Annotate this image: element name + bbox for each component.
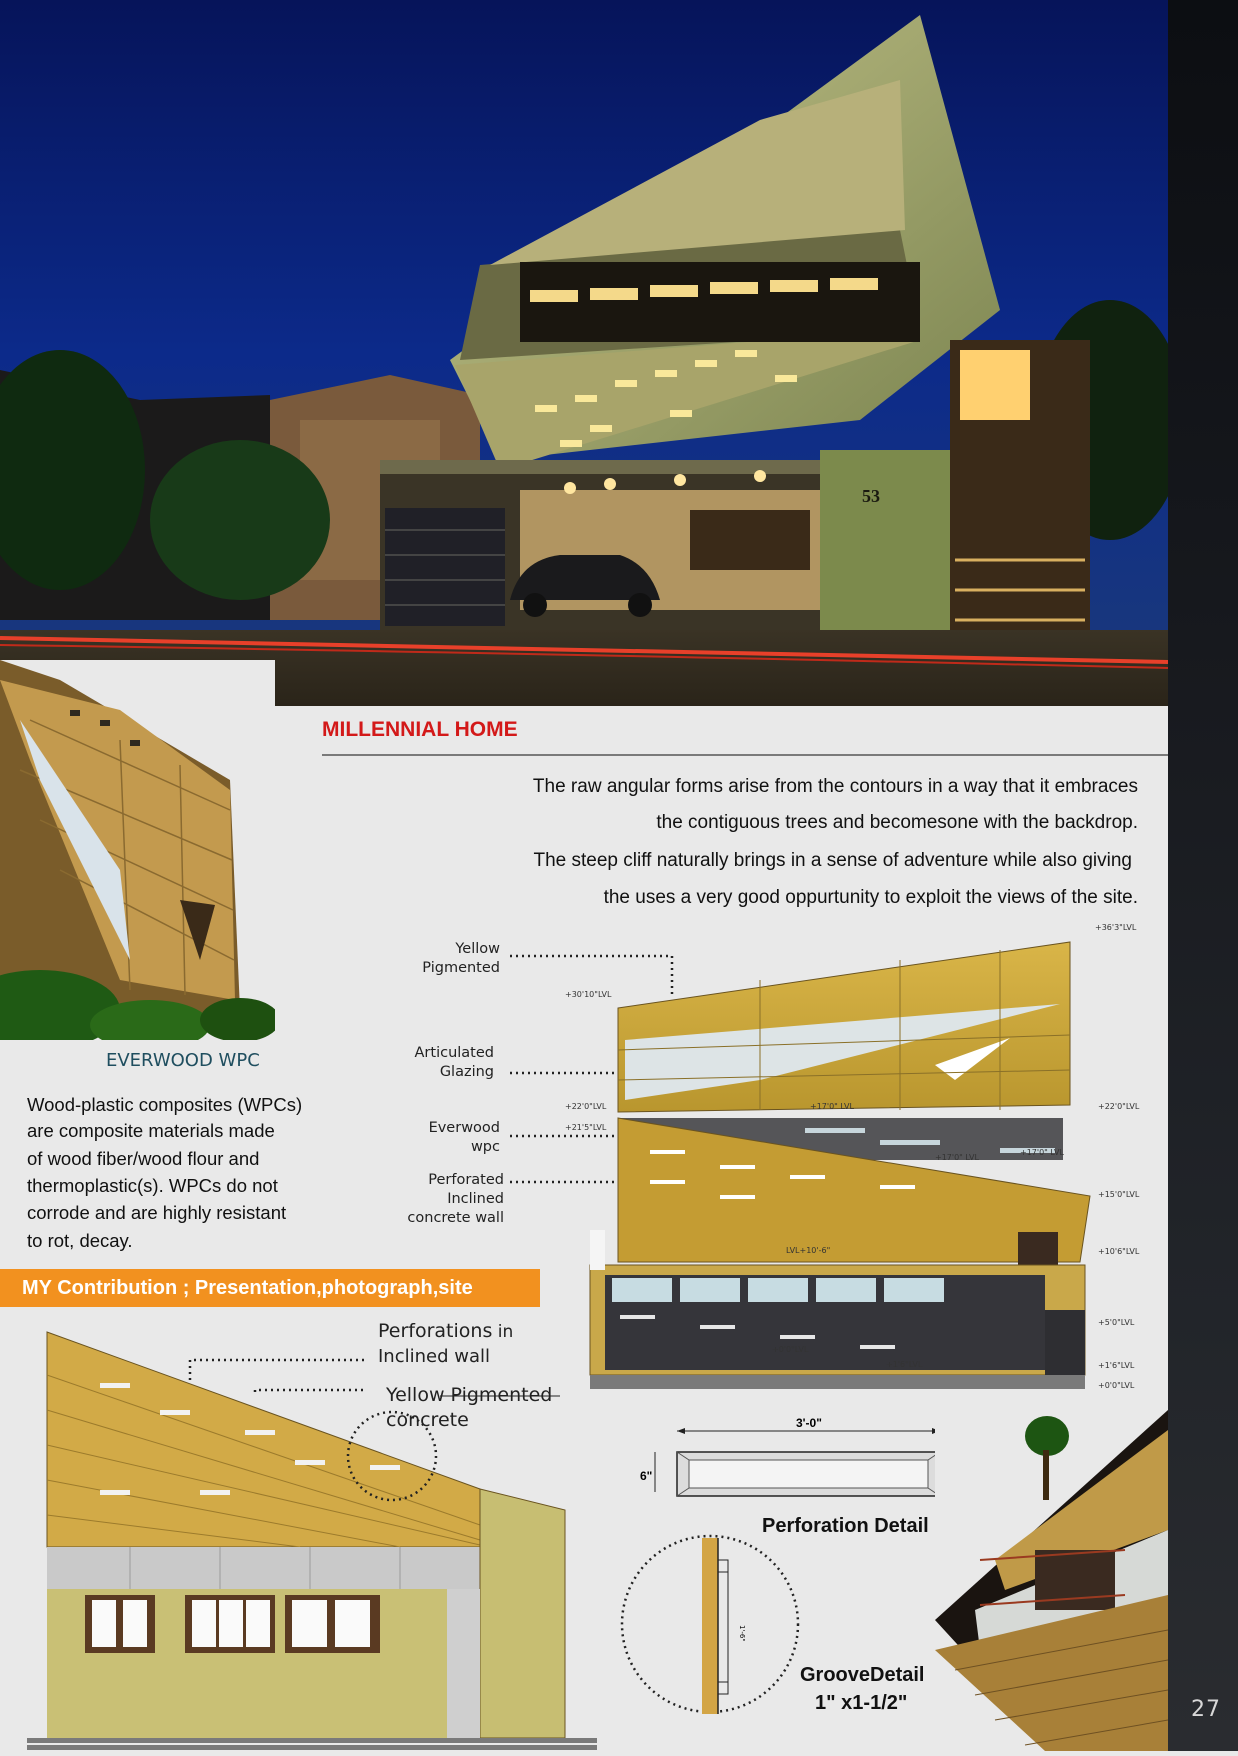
level-mark: +21'5"LVL [565, 1123, 607, 1132]
level-mark: +1'6"LVL [886, 1360, 923, 1369]
perf-width-dim: 3'-0" [796, 1416, 822, 1430]
level-mark: LVL+10'-6" [786, 1246, 831, 1255]
groove-dim: 1'-6" [738, 1625, 746, 1642]
wpc-facade-photo [0, 660, 275, 1040]
level-mark: +36'3"LVL [1095, 923, 1137, 932]
level-mark: +0'0"LVL [772, 1345, 809, 1354]
label-articulated-glazing: Articulated Glazing [414, 1045, 494, 1080]
perforation-detail-title: Perforation Detail [762, 1515, 929, 1537]
balcony-photo [935, 1410, 1168, 1751]
level-mark: +17'0" LVL [935, 1153, 979, 1162]
right-dark-strip [1168, 0, 1238, 1751]
intro-line-3: The steep cliff naturally brings in a sense of adventure while also giving [533, 850, 1132, 871]
wpc-heading: EVERWOOD WPC [106, 1050, 260, 1071]
perforation-detail-drawing [620, 1410, 950, 1520]
wpc-line-4: thermoplastic(s). WPCs do not [27, 1175, 278, 1196]
wpc-line-6: to rot, decay. [27, 1230, 133, 1251]
wpc-line-2: are composite materials made [27, 1120, 275, 1141]
callout-concrete: concrete [386, 1409, 469, 1431]
title-divider [322, 754, 1168, 756]
intro-line-1: The raw angular forms arise from the contours in a way that it embraces [532, 776, 1138, 797]
level-mark: +30'10"LVL [565, 990, 612, 999]
label-yellow-pigmented: Yellow Pigmented [422, 941, 500, 976]
level-mark: +22'0"LVL [1098, 1102, 1140, 1111]
groove-detail-size: 1" x1-1/2" [815, 1692, 908, 1714]
groove-detail-title: GrooveDetail [800, 1664, 925, 1686]
callout-yellow-pigmented: Yellow Pigmented [386, 1384, 553, 1406]
callout-inclined-wall: Inclined wall [378, 1346, 490, 1367]
label-perforated-wall: Perforated Inclined concrete wall [407, 1172, 504, 1226]
page-number: 27 [1191, 1697, 1221, 1722]
groove-detail-drawing [615, 1530, 805, 1720]
label-everwood-wpc: Everwood wpc [428, 1120, 500, 1155]
hero-photo [0, 0, 1168, 706]
level-mark: +10'6"LVL [1098, 1247, 1140, 1256]
level-mark: +17'0" LVL [810, 1102, 854, 1111]
wpc-line-5: corrode and are highly resistant [27, 1202, 287, 1223]
wpc-line-1: Wood-plastic composites (WPCs) [27, 1094, 303, 1115]
level-mark: +1'6"LVL [1098, 1361, 1135, 1370]
intro-line-4: the uses a very good oppurtunity to exploit the views of the site. [603, 887, 1138, 908]
contribution-text: MY Contribution ; Presentation,photograph,site [22, 1277, 473, 1299]
level-mark: +15'0"LVL [1098, 1190, 1140, 1199]
house-number: 53 [862, 486, 880, 506]
callout-perforations: Perforations in [378, 1320, 514, 1342]
level-mark: +17'0" LVL [1020, 1148, 1064, 1157]
perf-height-dim: 6" [640, 1469, 653, 1483]
intro-line-2: the contiguous trees and becomesone with the backdrop. [656, 812, 1138, 833]
page-title: MILLENNIAL HOME [322, 718, 518, 741]
level-mark: +5'0"LVL [1098, 1318, 1135, 1327]
level-mark: +0'0"LVL [1098, 1381, 1135, 1390]
wpc-line-3: of wood fiber/wood flour and [27, 1148, 260, 1169]
level-mark: +22'0"LVL [565, 1102, 607, 1111]
